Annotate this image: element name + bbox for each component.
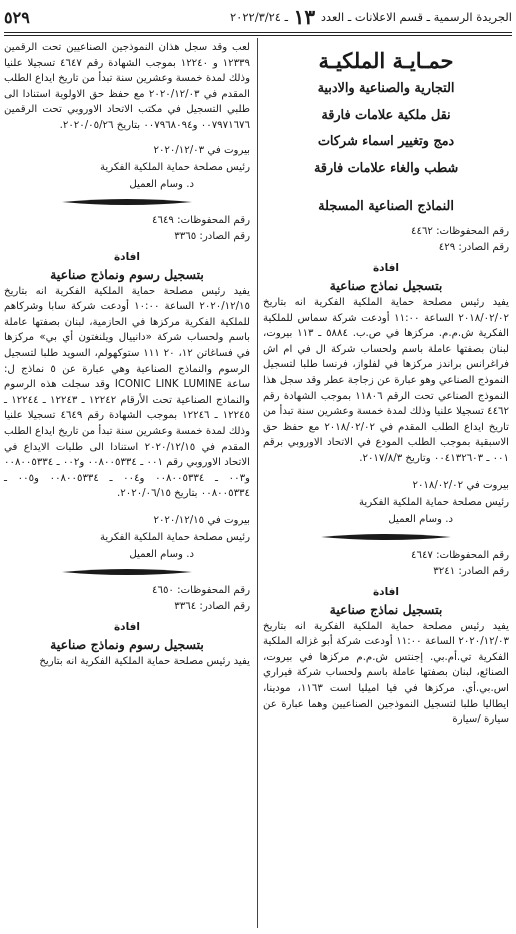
notice-label: افادة [113, 250, 140, 263]
notice-heading: بتسجيل رسوم ونماذج صناعية [50, 636, 204, 652]
signatory-title: رئيس مصلحة حماية الملكية الفكرية [99, 161, 250, 173]
page-header [4, 4, 512, 30]
signatory-title: رئيس مصلحة حماية الملكية الفكرية [99, 531, 250, 543]
right-column [263, 40, 509, 728]
header-rule [4, 32, 512, 33]
issue-reference: رقم الصادر: ٤٢٩ [438, 242, 509, 253]
issue-reference: رقم الصادر: ٣٢٤١ [433, 565, 509, 577]
notice-heading: بتسجيل رسوم ونماذج صناعية [50, 266, 204, 282]
issue-reference: رقم الصادر: ٣٣٦٤ [174, 600, 250, 612]
section-title: حمـايـة الملكيـة [318, 48, 454, 73]
left-column [4, 40, 250, 669]
place-date: بيروت في ٢٠٢٠/١٢/٠٣ [153, 144, 250, 156]
issue-date: ـ ٢٠٢٢/٣/٢٤ [229, 10, 289, 24]
registered-designs-heading: النماذج الصناعية المسجلة [318, 199, 454, 214]
notice-body: يفيد رئيس مصلحة حماية الملكية الفكرية انه بتاريخ ٢٠٢٠/١٢/٠٣ الساعة ١١:٠٠ أودعت شركة أبو غزاله الملكية الفكرية تي.أم.بي. إجنتس ش.م.م مركزها في بيروت، الصنائع، لبنان بصفتها عاملة باسم ولحساب شركة فيراري اس.بي.أي. مركزها في فيا اميليا است ١١٦٣، مودينا، ايطاليا طلبا لتسجيل النموذجين الصناعيين وهما عبارة عن سيارة /سيارة [263, 620, 509, 726]
page-number: ٥٢٩ [4, 7, 30, 27]
divider-ornament [321, 532, 451, 542]
signatory-name: د. وسام العميل [129, 178, 194, 190]
place-date: بيروت في ٢٠١٨/٠٢/٠٢ [412, 479, 509, 491]
notice-body: يفيد رئيس مصلحة حماية الملكية الفكرية انه بتاريخ ٢٠١٨/٠٢/٠٢ الساعة ١١:٠٠ أودعت شركة سماس للملكية الفكرية ش.م.م. مركزها في ص.ب. ٥٨٨٤ ـ ١١٣ بيروت، لبنان بصفتها عاملة باسم ولحساب شركة ال في ام اش فراغرانس براندز مركزها في لفلواز، فرنسا طلبا لتسجيل النموذج الصناعي وهو عبارة عن زجاجة عطر وقد سجل هذا النموذج الصناعي تحت الرقم ١١٨٠٦ بموجب الشهادة رقم ٤٤٦٢ تسجيلا علنيا وذلك لمدة خمسة وعشرين سنة تبدأ من تاريخ ايداع الطلب المقدم في ٢٠١٨/٠٢/٠٢ مع حفظ حق الاسبقية بموجب الطلب المودع في الاتحاد الاوروبي برقم ٠٠١ ـ ٠٠٤١٣٢٦٠٣ وتاريخ ٢٠١٧/٨/٣. [263, 297, 509, 464]
place-date: بيروت في ٢٠٢٠/١٢/١٥ [153, 514, 250, 526]
archive-number: رقم المحفوظات: ٤٦٤٩ [152, 214, 250, 226]
divider-ornament [62, 197, 192, 207]
archive-number: رقم المحفوظات: ٤٦٤٧ [411, 549, 509, 561]
subtitle-3: دمج وتغيير اسماء شركات [317, 134, 455, 149]
subtitle-4: شطب والغاء علامات فارقة [313, 160, 459, 176]
signatory-title: رئيس مصلحة حماية الملكية الفكرية [358, 496, 509, 508]
publication-title: الجريدة الرسمية ـ قسم الاعلانات ـ العدد [320, 10, 512, 24]
header-title-line [230, 5, 512, 29]
header-rule-thin [4, 35, 512, 36]
notice-label: افادة [113, 620, 140, 633]
issue-reference: رقم الصادر: ٣٣٦٥ [174, 230, 250, 242]
notice-label: افادة [372, 585, 399, 598]
notice-body: يفيد رئيس مصلحة حماية الملكية الفكرية انه بتاريخ ٢٠٢٠/١٢/١٥ الساعة ١٠:٠٠ أودعت شركة سابا وشركاهم للملكية الفكرية مركزها في الحازمية، لبنان بصفتها عاملة باسم ولحساب شركة «دانييال ويلنغتون أي بي» مركزها في فساغاتن ١٢، ٢٠ ١١١ ستوكهولم، السويد طلبا لتسجيل الرسوم والنماذج الصناعية وهي عبارة عن ٥ نماذج ل: ساعة ICONIC LINK LUMINE وقد سجلت هذه الرسوم والنماذج الصناعية تحت الأرقام ١٢٢٤٢ ـ ١٢٢٤٣ ـ ١٢٢٤٤ ـ ١٢٢٤٥ ـ ١٢٢٤٦ بموجب الشهادة رقم ٤٦٤٩ تسجيلا علنيا وذلك لمدة خمسة وعشرين سنة تبدأ من تاريخ ايداع الطلب المقدم في ٢٠٢٠/١٢/١٥ استنادا الى طلبات الايداع في الاتحاد الاوروبي رقم ٠٠١ ـ ٠٠٨٠٠٥٣٣٤ و٠٠٢ ـ ٠٠٨٠٠٥٣٣٤ و٠٠٣ ـ ٠٠٨٠٠٥٣٣٤ و٠٠٤ ـ ٠٠٨٠٠٥٣٣٤ و٠٠٥ ـ ٠٠٨٠٠٥٣٣٤ بتاريخ ٢٠٢٠/٠٦/١٥. [4, 285, 250, 500]
notice-label: افادة [372, 262, 399, 274]
notice-heading: بتسجيل نماذج صناعية [329, 601, 443, 617]
notice-body: يفيد رئيس مصلحة حماية الملكية الفكرية انه بتاريخ [39, 655, 250, 667]
subtitle-1: التجارية والصناعية والادبية [317, 81, 455, 96]
notice-heading: بتسجيل نماذج صناعية [329, 278, 443, 293]
archive-number: رقم المحفوظات: ٤٤٦٢ [411, 226, 509, 237]
signatory-name: د. وسام العميل [129, 548, 194, 560]
divider-ornament [62, 567, 192, 577]
subtitle-2: نقل ملكية علامات فارقة [321, 107, 451, 123]
continued-notice-body: لعب وقد سجل هذان النموذجين الصناعيين تحت الرقمين ١٢٣٣٩ و ١٢٢٤٠ بموجب الشهادة رقم ٤٦٤٧ تسجيلا علنيا وذلك لمدة خمسة وعشرين سنة تبدأ من تاريخ ايداع الطلب المقدم في ٢٠٢٠/١٢/٠٣ مع حفظ حق الاولوية استنادا الى طلبي التسجيل في مكتب الاتحاد الاوروبي تحت الرقمين ٠٠٧٩٧١٦٧٦ و٠٠٧٩٦٨٠٩٤ بتاريخ ٢٠٢٠/٠٥/٢٦. [4, 42, 250, 131]
issue-number: ١٣ [293, 5, 316, 29]
signatory-name: د. وسام العميل [388, 513, 453, 525]
column-divider [257, 38, 258, 928]
archive-number: رقم المحفوظات: ٤٦٥٠ [152, 584, 250, 596]
